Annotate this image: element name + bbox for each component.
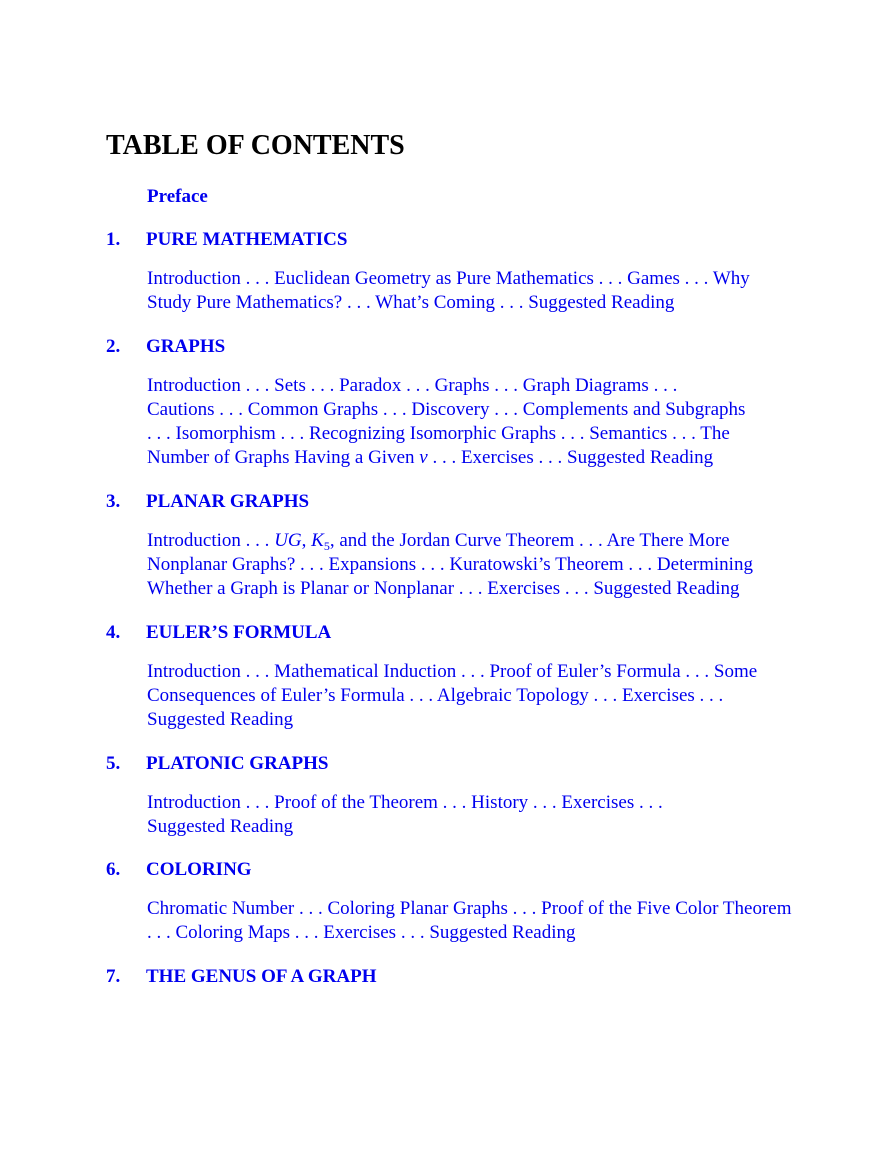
chapter-heading[interactable] (106, 490, 796, 514)
comma: , (301, 529, 312, 551)
sections-text-end: . . . Exercises . . . Suggested Reading (427, 447, 714, 469)
chapter-title: GRAPHS (146, 335, 226, 357)
subscript-5: 5 (323, 538, 330, 553)
sections-text: Introduction . . . (147, 529, 275, 551)
variable-v: v (419, 447, 428, 469)
sections-text: Introduction . . . Sets . . . Paradox . . . Graphs . . . Graph Diagrams . . . Cautions . . . Common Graphs . . . Discovery . . . Complements and Subgraphs . . . Isomorphism . . . Recognizing Isomorphic Graphs . . . Semantics . . . The Number of Graphs Having a Given (147, 374, 746, 469)
chapter-2 (106, 335, 796, 471)
chapter-sections[interactable]: Introduction . . . Proof of the Theorem . . . History . . . Exercises . . . Suggested Reading (147, 791, 663, 837)
chapter-5 (106, 752, 796, 840)
chapter-heading[interactable] (106, 752, 796, 776)
chapter-sections[interactable]: Introduction . . . Euclidean Geometry as Pure Mathematics . . . Games . . . Why Study Pure Mathematics? . . . What’s Coming . . . Suggested Reading (147, 268, 750, 314)
chapter-number: 4. (106, 621, 121, 643)
chapter-number: 1. (106, 229, 121, 250)
chapter-4 (106, 621, 796, 733)
toc-page (106, 128, 796, 989)
chapter-title: PURE MATHEMATICS (146, 229, 348, 250)
chapter-number: 2. (106, 335, 121, 357)
symbol-ug: UG (274, 529, 302, 551)
chapter-number: 7. (106, 965, 121, 987)
chapter-title: THE GENUS OF A GRAPH (146, 965, 377, 987)
chapter-3 (106, 490, 796, 602)
symbol-k: K (311, 529, 324, 551)
page-title: TABLE OF CONTENTS (106, 130, 405, 161)
chapter-sections[interactable]: Chromatic Number . . . Coloring Planar Graphs . . . Proof of the Five Color Theorem . . . Coloring Maps . . . Exercises . . . Suggested Reading (147, 898, 792, 944)
chapter-1 (106, 228, 796, 316)
chapter-heading[interactable] (106, 965, 796, 989)
chapter-title: COLORING (146, 859, 252, 881)
chapter-6 (106, 858, 796, 946)
chapter-title: PLANAR GRAPHS (146, 490, 310, 512)
chapter-title: PLATONIC GRAPHS (146, 752, 329, 774)
chapter-heading[interactable] (106, 858, 796, 882)
chapter-7 (106, 965, 796, 989)
chapter-sections[interactable] (147, 374, 747, 471)
chapter-heading[interactable] (106, 228, 796, 252)
chapter-number: 5. (106, 752, 121, 774)
chapter-number: 3. (106, 490, 121, 512)
chapter-title: EULER’S FORMULA (146, 621, 332, 643)
chapter-sections[interactable] (147, 529, 762, 602)
chapter-number: 6. (106, 859, 121, 881)
chapter-sections[interactable]: Introduction . . . Mathematical Induction . . . Proof of Euler’s Formula . . . Some Consequences of Euler’s Formula . . . Algebraic Topology . . . Exercises . . . Suggested Reading (147, 660, 758, 731)
preface-link[interactable]: Preface (147, 186, 208, 207)
chapter-heading[interactable] (106, 621, 796, 645)
sections-text-rest: , and the Jordan Curve Theorem . . . Are There More Nonplanar Graphs? . . . Expansions . . . Kuratowski’s Theorem . . . Determining Whether a Graph is Planar or Nonplanar . . . Exercises . . . Suggested Reading (147, 529, 753, 600)
chapter-heading[interactable] (106, 335, 796, 359)
